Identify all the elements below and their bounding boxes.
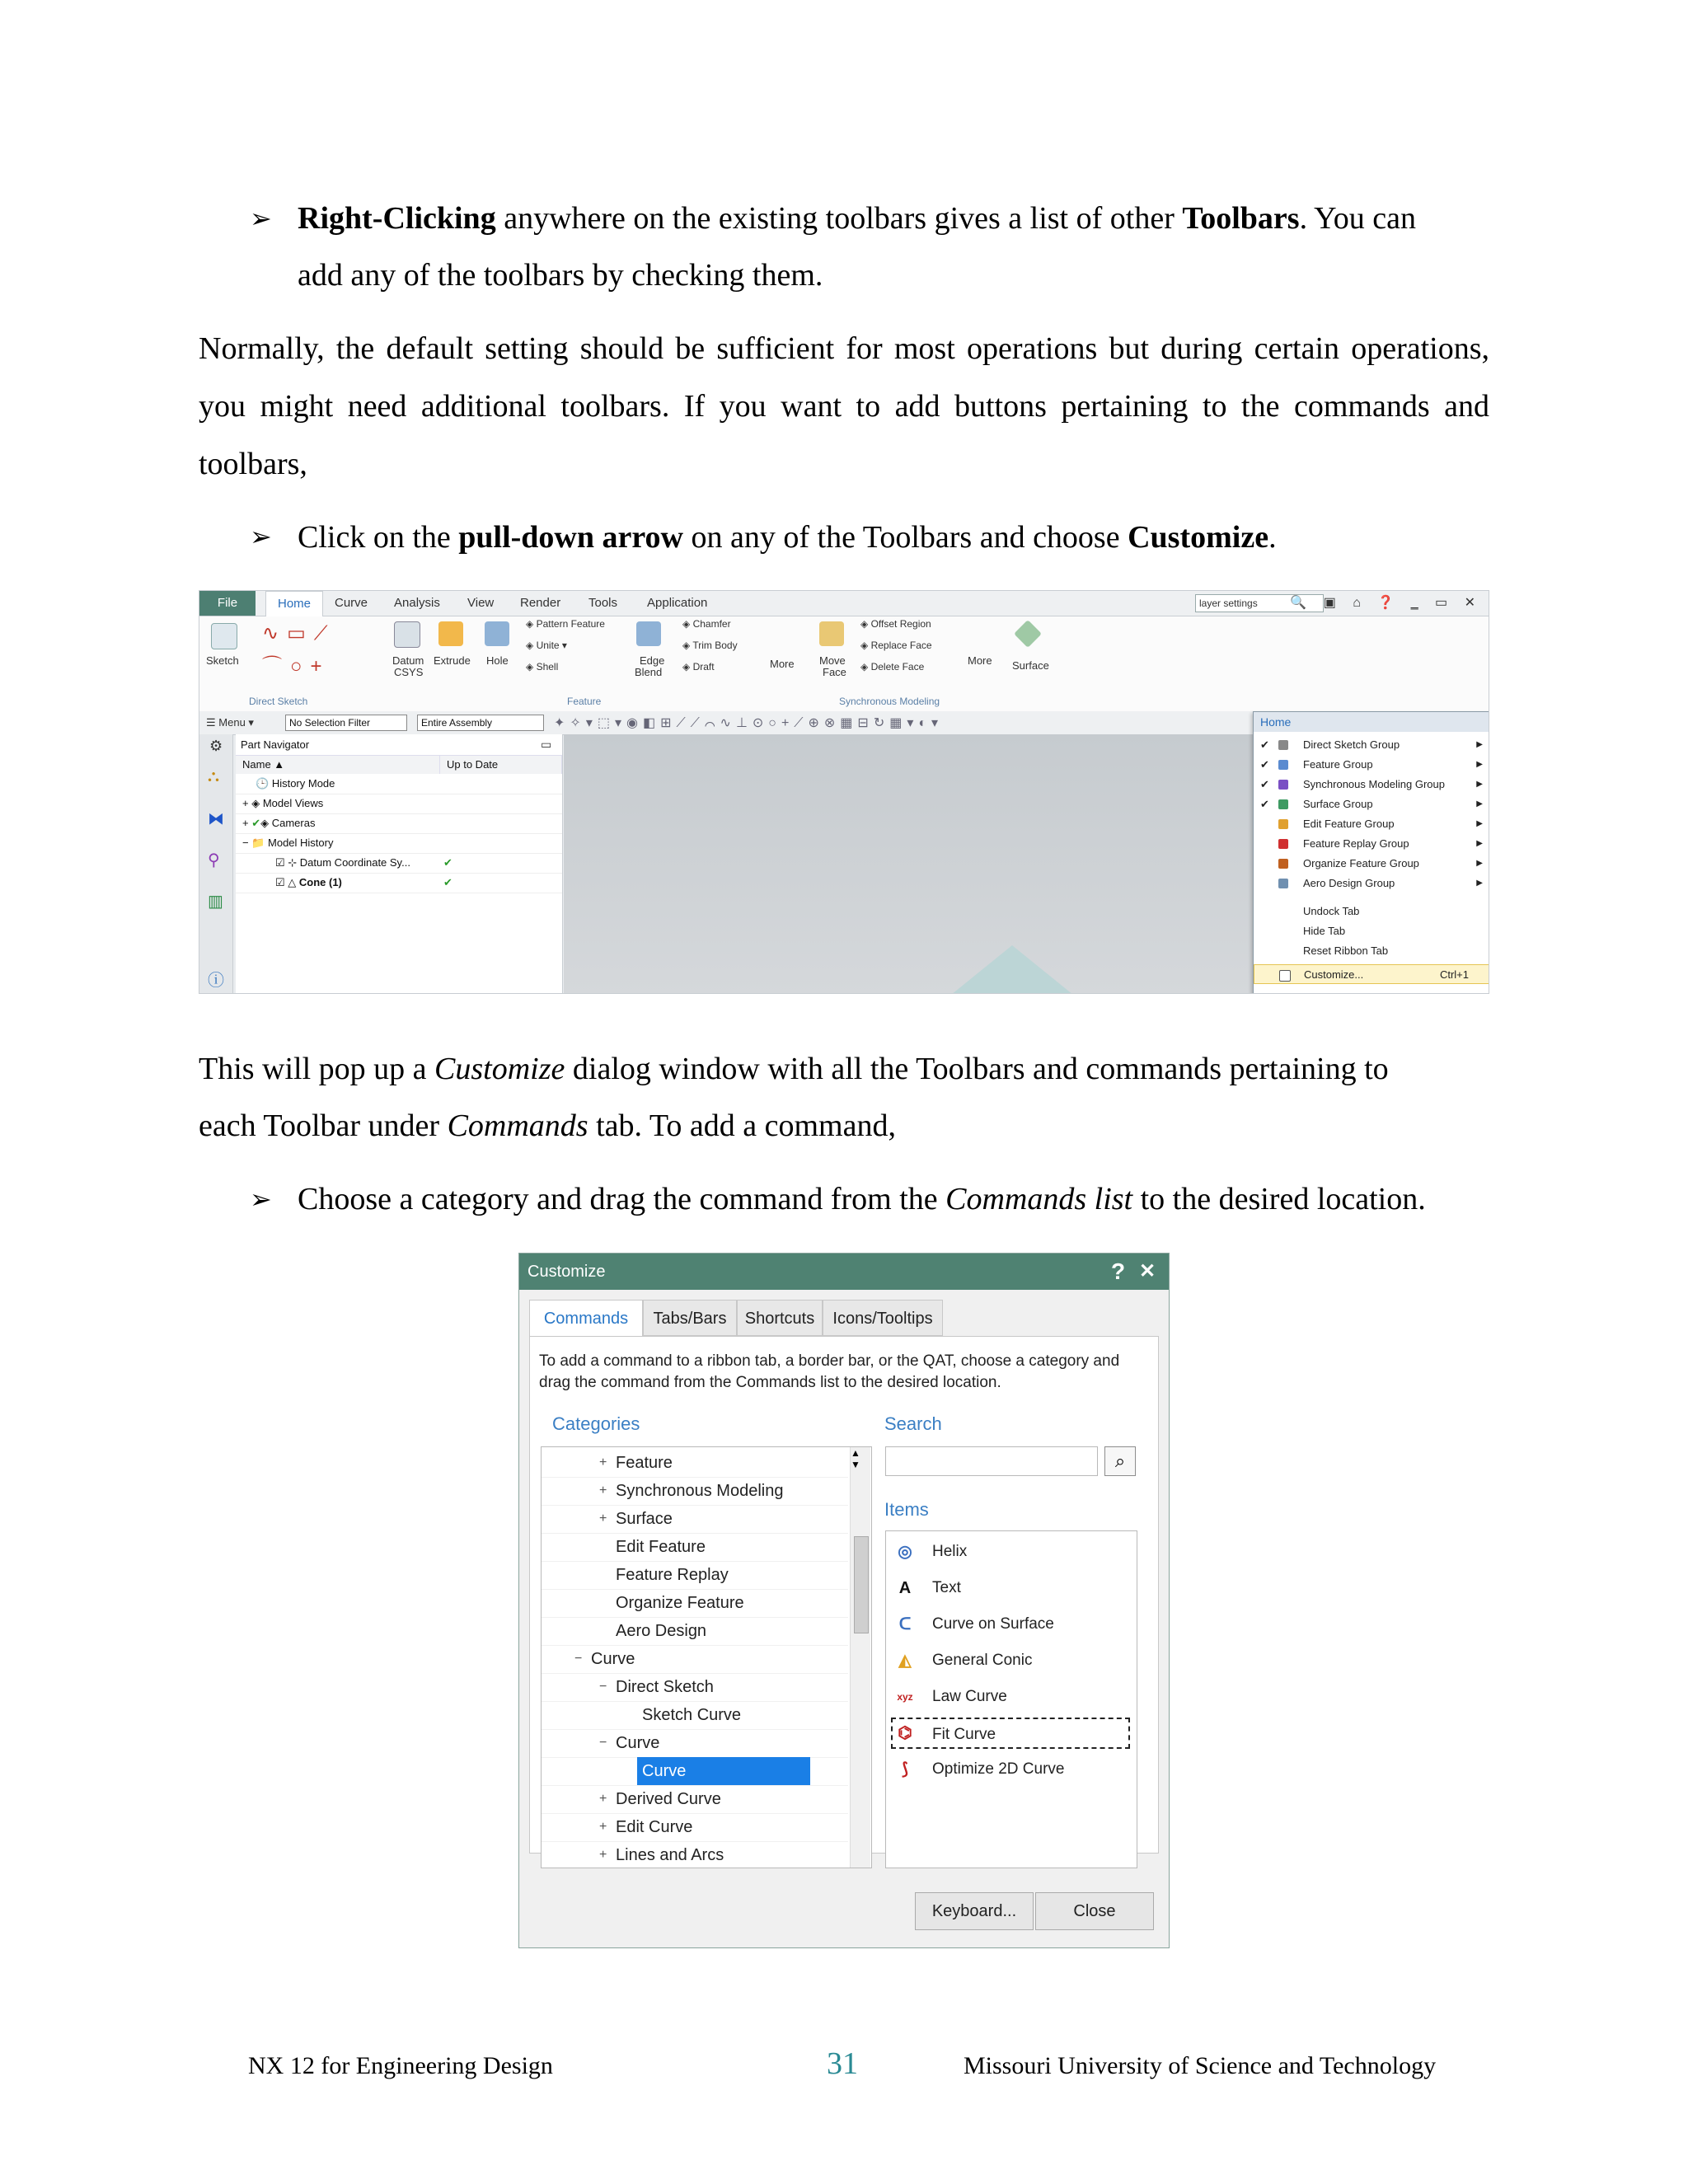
delete-face-button[interactable]: ◈ Delete Face (860, 661, 925, 673)
snap-tools-icon[interactable]: ✦✧▾⬚▾◉◧⊞⟋⟋⌒∿⊥⊙○+⟋⊕⊗▦⊟↻▦▾◐▾ (554, 716, 944, 730)
menu-item-edit-feature-group[interactable]: Edit Feature Group ▶ (1254, 814, 1489, 834)
name-column-header[interactable]: Name ▲ (236, 756, 440, 774)
category-item[interactable]: Aero Design (542, 1617, 848, 1646)
extrude-icon[interactable] (438, 621, 463, 646)
page-number: 31 (827, 2046, 858, 2081)
tab-application[interactable]: Application (647, 596, 708, 610)
menu-bar (199, 591, 1489, 616)
tree-row[interactable]: ☑ △ Cone (1) ✔ (236, 873, 562, 893)
edge-blend-icon[interactable] (636, 621, 661, 646)
tree-row[interactable]: ☑ ⊹ Datum Coordinate Sy... ✔ (236, 853, 562, 874)
tab-curve[interactable]: Curve (335, 596, 368, 610)
category-item[interactable]: + Feature (542, 1449, 848, 1478)
hole-label: Hole (486, 654, 509, 667)
bullet1-line2: add any of the toolbars by checking them. (298, 258, 823, 293)
tree-row[interactable]: + ✔◈ Cameras (236, 813, 562, 834)
replace-face-button[interactable]: ◈ Replace Face (860, 640, 932, 651)
surface-icon[interactable] (1014, 620, 1042, 648)
part-navigator-title: Part Navigator (236, 734, 562, 756)
keyboard-button[interactable]: Keyboard... (915, 1892, 1034, 1930)
item-text[interactable]: A Text (891, 1572, 1130, 1604)
move-face-icon[interactable] (819, 621, 844, 646)
tab-view[interactable]: View (467, 596, 495, 610)
tree-row[interactable]: 🕒 History Mode (236, 774, 562, 794)
pattern-feature-button[interactable]: ◈ Pattern Feature (526, 618, 605, 630)
scroll-up-icon[interactable]: ▲ (851, 1447, 860, 1459)
customize-dialog (518, 1253, 1170, 1948)
scroll-down-icon[interactable]: ▼ (851, 1459, 860, 1470)
resource-bar (199, 734, 233, 994)
bullet-arrow: ➢ (250, 1184, 272, 1214)
menu-item-feature-group[interactable]: ✔ Feature Group ▶ (1260, 758, 1483, 771)
menu-item-direct-sketch-group[interactable]: ✔ Direct Sketch Group ▶ (1260, 738, 1483, 751)
footer-book-title: NX 12 for Engineering Design (248, 2052, 553, 2079)
category-item[interactable]: + Surface (542, 1505, 848, 1534)
items-label: Items (884, 1499, 929, 1520)
category-item[interactable]: Sketch Curve (542, 1701, 848, 1730)
info-icon[interactable]: ⓘ (208, 972, 224, 990)
scroll-thumb[interactable] (854, 1536, 869, 1633)
menu-item-customize[interactable]: Customize... Ctrl+1 (1254, 964, 1489, 984)
reuse-library-icon[interactable]: ▥ (208, 893, 223, 911)
item-general-conic[interactable]: ◭ General Conic (891, 1645, 1130, 1676)
search-input[interactable] (885, 1446, 1098, 1476)
general-conic-icon: ◭ (898, 1652, 912, 1670)
ribbon (199, 616, 1489, 712)
instructions-text: To add a command to a ribbon tab, a border bar, or the QAT, choose a category and drag the command from the Commands list to the desired location. (539, 1352, 1120, 1391)
assembly-navigator-icon[interactable]: ⧓ (208, 810, 224, 828)
maximize-icon[interactable]: ▭ (541, 738, 552, 751)
categories-tree[interactable] (541, 1446, 872, 1868)
datum-label: Datum (392, 654, 424, 667)
bullet2-text: Click on the pull-down arrow on any of the Toolbars and choose Customize. (298, 520, 1277, 555)
more-feature-button[interactable]: More (770, 658, 795, 670)
item-law-curve[interactable]: xyz Law Curve (897, 1688, 1007, 1705)
category-item-selected[interactable]: Curve (542, 1757, 848, 1786)
ribbon-context-menu (1253, 711, 1489, 994)
paragraph-customize-line2: each Toolbar under Commands tab. To add a command, (199, 1108, 896, 1143)
chamfer-button[interactable]: ◈ Chamfer (682, 618, 731, 630)
menu-item-surface-group[interactable]: ✔ Surface Group ▶ (1260, 798, 1483, 810)
help-icon[interactable]: ? (1111, 1258, 1126, 1284)
optimize-2d-curve-icon: ⟆ (902, 1760, 908, 1779)
dialog-title: Customize (519, 1254, 1169, 1290)
menu-item-feature-replay-group[interactable]: Feature Replay Group ▶ (1254, 834, 1489, 854)
window-controls-icon[interactable]: 🔍 ▣ ⌂ ❓ ‗ ▭ ✕ (1290, 596, 1482, 610)
category-item[interactable]: − Curve (542, 1729, 848, 1758)
bullet-arrow: ➢ (250, 522, 272, 551)
extrude-label: Extrude (434, 654, 471, 667)
selection-filter-select[interactable]: No Selection Filter (285, 715, 407, 731)
datum-csys-icon[interactable] (394, 621, 420, 648)
category-item[interactable]: + Synchronous Modeling (542, 1477, 848, 1506)
category-item[interactable]: Feature Replay (542, 1561, 848, 1590)
category-item[interactable]: − Curve (542, 1645, 848, 1674)
trim-body-button[interactable]: ◈ Trim Body (682, 640, 738, 651)
menu-item-hide-tab[interactable]: Hide Tab (1303, 925, 1346, 937)
uptodate-column-header[interactable]: Up to Date (440, 756, 562, 774)
unite-button[interactable]: ◈ Unite ▾ (526, 640, 567, 651)
close-icon[interactable]: ✕ (1139, 1260, 1156, 1282)
tree-row[interactable]: + ◈ Model Views (236, 794, 562, 814)
item-optimize-2d-curve[interactable]: ⟆ Optimize 2D Curve (891, 1754, 1130, 1785)
items-list[interactable] (885, 1530, 1137, 1868)
category-item[interactable]: Edit Feature (542, 1533, 848, 1562)
fit-curve-icon: ⌬ (898, 1724, 912, 1742)
category-item[interactable]: + Edit Curve (542, 1813, 848, 1842)
part-navigator (236, 734, 563, 994)
category-item[interactable]: + Derived Curve (542, 1785, 848, 1814)
item-curve-on-surface[interactable]: ᑕ Curve on Surface (891, 1609, 1130, 1640)
group-direct-sketch: Direct Sketch (249, 696, 308, 707)
paragraph-default-setting: Normally, the default setting should be sufficient for most operations but during certain operations, you might need additional toolbars. If you want to add buttons pertaining to the commands and toolbars, (199, 331, 1489, 481)
tab-render[interactable]: Render (520, 596, 561, 610)
tab-tabs-bars[interactable]: Tabs/Bars (643, 1300, 737, 1336)
categories-scrollbar[interactable] (850, 1447, 870, 1868)
tab-home[interactable]: Home (265, 591, 323, 616)
menu-item-undock-tab[interactable]: Undock Tab (1303, 905, 1360, 917)
command-search-input[interactable]: layer settings (1195, 594, 1324, 612)
csys-label: CSYS (394, 666, 424, 678)
edge-label: Edge (640, 654, 665, 667)
tab-tools[interactable]: Tools (588, 596, 618, 610)
assembly-scope-select[interactable]: Entire Assembly (417, 715, 544, 731)
curve-on-surface-icon: ᑕ (898, 1615, 912, 1633)
sketch-shape-tools-icon[interactable]: ⌒○+ (262, 655, 331, 677)
group-synchronous-modeling: Synchronous Modeling (839, 696, 940, 707)
menu-item-organize-feature-group[interactable]: Organize Feature Group ▶ (1254, 854, 1489, 874)
surface-label: Surface (1012, 659, 1049, 672)
menu-button[interactable]: ☰ Menu ▾ (206, 716, 254, 729)
search-label: Search (884, 1413, 942, 1434)
bullet1-text: Right-Clicking anywhere on the existing toolbars gives a list of other Toolbars. You can (298, 201, 1417, 236)
menu-item-aero-design-group[interactable]: Aero Design Group ▶ (1254, 874, 1489, 893)
context-menu-header: Home (1254, 712, 1489, 732)
category-item[interactable]: + Lines and Arcs (542, 1841, 848, 1868)
blend-label: Blend (635, 666, 663, 678)
tab-shortcuts[interactable]: Shortcuts (737, 1300, 823, 1336)
shell-button[interactable]: ◈ Shell (526, 661, 559, 673)
category-item[interactable]: − Direct Sketch (542, 1673, 848, 1702)
part-navigator-icon[interactable]: ⛬ (208, 767, 219, 785)
nx-screenshot (199, 590, 1489, 994)
tree-row[interactable]: − 📁 Model History (236, 833, 562, 854)
menu-item-sync-modeling-group[interactable]: ✔ Synchronous Modeling Group ▶ (1260, 778, 1483, 790)
sketch-curve-tools-icon[interactable]: ∿▭⟋ (262, 622, 336, 644)
sketch-label: Sketch (206, 654, 239, 667)
text-icon: A (898, 1579, 912, 1597)
paragraph-customize-dialog: This will pop up a Customize dialog window with all the Toolbars and commands pertaining to (199, 1052, 1389, 1086)
move-label: Move (819, 654, 846, 667)
face-label: Face (823, 666, 846, 678)
tab-icons-tooltips[interactable]: Icons/Tooltips (823, 1300, 943, 1336)
tab-analysis[interactable]: Analysis (394, 596, 440, 610)
cone-model (951, 945, 1073, 994)
item-fit-curve[interactable]: ⌬ Fit Curve (891, 1718, 1130, 1749)
graphics-window[interactable] (564, 734, 1273, 994)
draft-button[interactable]: ◈ Draft (682, 661, 715, 673)
category-item[interactable]: Organize Feature (542, 1589, 848, 1618)
constraint-navigator-icon[interactable]: ⚲ (208, 851, 220, 869)
offset-region-button[interactable]: ◈ Offset Region (860, 618, 931, 630)
categories-label: Categories (552, 1413, 640, 1434)
more-sync-button[interactable]: More (968, 654, 992, 667)
item-helix[interactable]: ◎ Helix (891, 1536, 1130, 1568)
search-icon[interactable]: ⌕ (1104, 1446, 1136, 1476)
settings-icon[interactable]: ⚙ (209, 738, 223, 754)
file-tab[interactable]: File (199, 591, 256, 616)
close-button[interactable]: Close (1035, 1892, 1154, 1930)
law-curve-icon: xyz (897, 1691, 913, 1703)
bullet3-text: Choose a category and drag the command from the Commands list to the desired location. (298, 1182, 1426, 1216)
group-feature: Feature (567, 696, 602, 707)
footer-university: Missouri University of Science and Technology (964, 2052, 1437, 2079)
menu-item-reset-ribbon-tab[interactable]: Reset Ribbon Tab (1303, 944, 1389, 957)
sketch-icon[interactable] (211, 623, 237, 649)
helix-icon: ◎ (898, 1543, 912, 1561)
bullet-arrow: ➢ (250, 204, 272, 233)
tab-commands[interactable]: Commands (529, 1300, 643, 1338)
hole-icon[interactable] (485, 621, 509, 646)
